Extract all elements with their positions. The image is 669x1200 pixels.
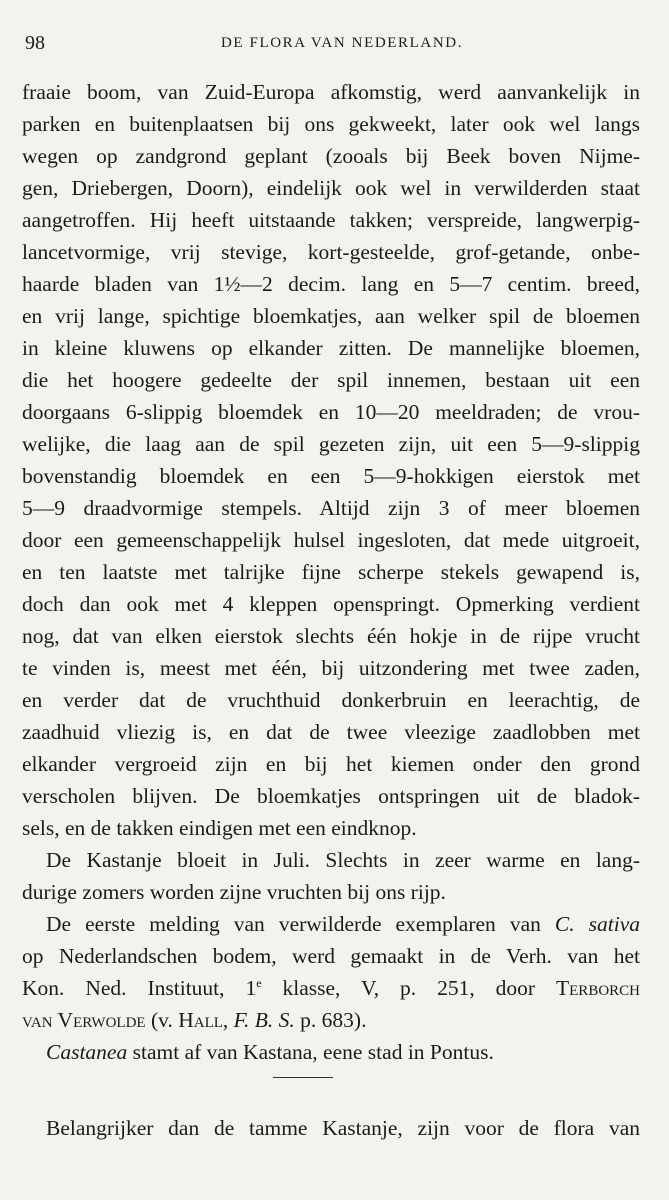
text-segment: , (222, 1008, 234, 1032)
text-segment: (v. (145, 1008, 179, 1032)
text-line: door een gemeenschappelijk hulsel ingesloten, dat mede uitgroeit, (22, 528, 640, 552)
text-line: te vinden is, meest met één, bij uitzondering met twee zaden, (22, 656, 640, 680)
paragraph-line (22, 972, 640, 1004)
text-line: elkander vergroeid zijn en bij het kiemen onder den grond (22, 752, 640, 776)
text-line: bovenstandig bloemdek en een 5—9-hokkigen eierstok met (22, 464, 640, 488)
text-line: doch dan ook met 4 kleppen openspringt. Opmerking verdient (22, 592, 640, 616)
text-segment: stamt af van Kastana, eene stad in Pontus. (127, 1040, 494, 1064)
paragraph-line (22, 1036, 640, 1068)
page-number: 98 (25, 32, 45, 54)
text-line: aangetroffen. Hij heeft uitstaande takken; verspreide, langwerpig- (22, 208, 640, 232)
running-head: DE FLORA VAN NEDERLAND. (220, 35, 464, 51)
author-name: Terborch (556, 976, 640, 1000)
paragraph-line (22, 908, 640, 940)
author-name: van Verwolde (22, 1008, 146, 1032)
text-line: wegen op zandgrond geplant (zooals bij Beek boven Nijme- (22, 144, 640, 168)
text-line: en ten laatste met talrijke fijne scherpe stekels gewapend is, (22, 560, 640, 584)
paragraph-line: De Kastanje bloeit in Juli. Slechts in zeer warme en lang- (46, 848, 640, 872)
text-line: in kleine kluwens op elkander zitten. De mannelijke bloemen, (22, 336, 640, 360)
paragraph-line: Belangrijker dan de tamme Kastanje, zijn voor de flora van (46, 1116, 640, 1140)
text-line: en vrij lange, spichtige bloemkatjes, aan welker spil de bloemen (22, 304, 640, 328)
text-line: fraaie boom, van Zuid-Europa afkomstig, werd aanvankelijk in (22, 80, 640, 104)
paragraph-line: op Nederlandschen bodem, werd gemaakt in de Verh. van het (22, 944, 640, 968)
text-line: verscholen blijven. De bloemkatjes ontspringen uit de bladok- (22, 784, 640, 808)
text-line: lancetvormige, vrij stevige, kort-gesteelde, grof-getande, onbe- (22, 240, 640, 264)
author-name: Hall (178, 1008, 223, 1032)
text-line: zaadhuid vliezig is, en dat de twee vleezige zaadlobben met (22, 720, 640, 744)
text-line: nog, dat van elken eierstok slechts één hokje in de rijpe vrucht (22, 624, 640, 648)
final-paragraph (22, 1112, 640, 1144)
text-segment: De eerste melding van verwilderde exemplaren van (46, 912, 555, 936)
text-line: parken en buitenplaatsen bij ons gekweekt, later ook wel langs (22, 112, 640, 136)
italic-genus-name: Castanea (46, 1040, 128, 1064)
text-segment: p. 683). (294, 1008, 367, 1032)
text-line: doorgaans 6-slippig bloemdek en 10—20 meeldraden; de vrou- (22, 400, 640, 424)
italic-reference: F. B. S. (233, 1008, 295, 1032)
text-line: die het hoogere gedeelte der spil innemen, bestaan uit een (22, 368, 640, 392)
section-divider (273, 1077, 333, 1078)
page-header (25, 32, 639, 56)
paragraph-line (22, 1004, 640, 1036)
superscript: e (256, 975, 262, 990)
text-line: haarde bladen van 1½—2 decim. lang en 5—7 centim. breed, (22, 272, 640, 296)
text-segment: Kon. Ned. Instituut, 1 (22, 976, 257, 1000)
italic-species-name: C. sativa (554, 912, 640, 936)
paragraph-line: durige zomers worden zijne vruchten bij ons rijp. (22, 880, 446, 904)
text-line: gen, Driebergen, Doorn), eindelijk ook wel in verwilderden staat (22, 176, 640, 200)
body-text (22, 76, 640, 1068)
text-line: sels, en de takken eindigen met een eindknop. (22, 816, 417, 840)
text-line: en verder dat de vruchthuid donkerbruin en leerachtig, de (22, 688, 640, 712)
text-segment: klasse, V, p. 251, door (261, 976, 557, 1000)
text-line: welijke, die laag aan de spil gezeten zijn, uit een 5—9-slippig (22, 432, 640, 456)
text-line: 5—9 draadvormige stempels. Altijd zijn 3 of meer bloemen (22, 496, 640, 520)
